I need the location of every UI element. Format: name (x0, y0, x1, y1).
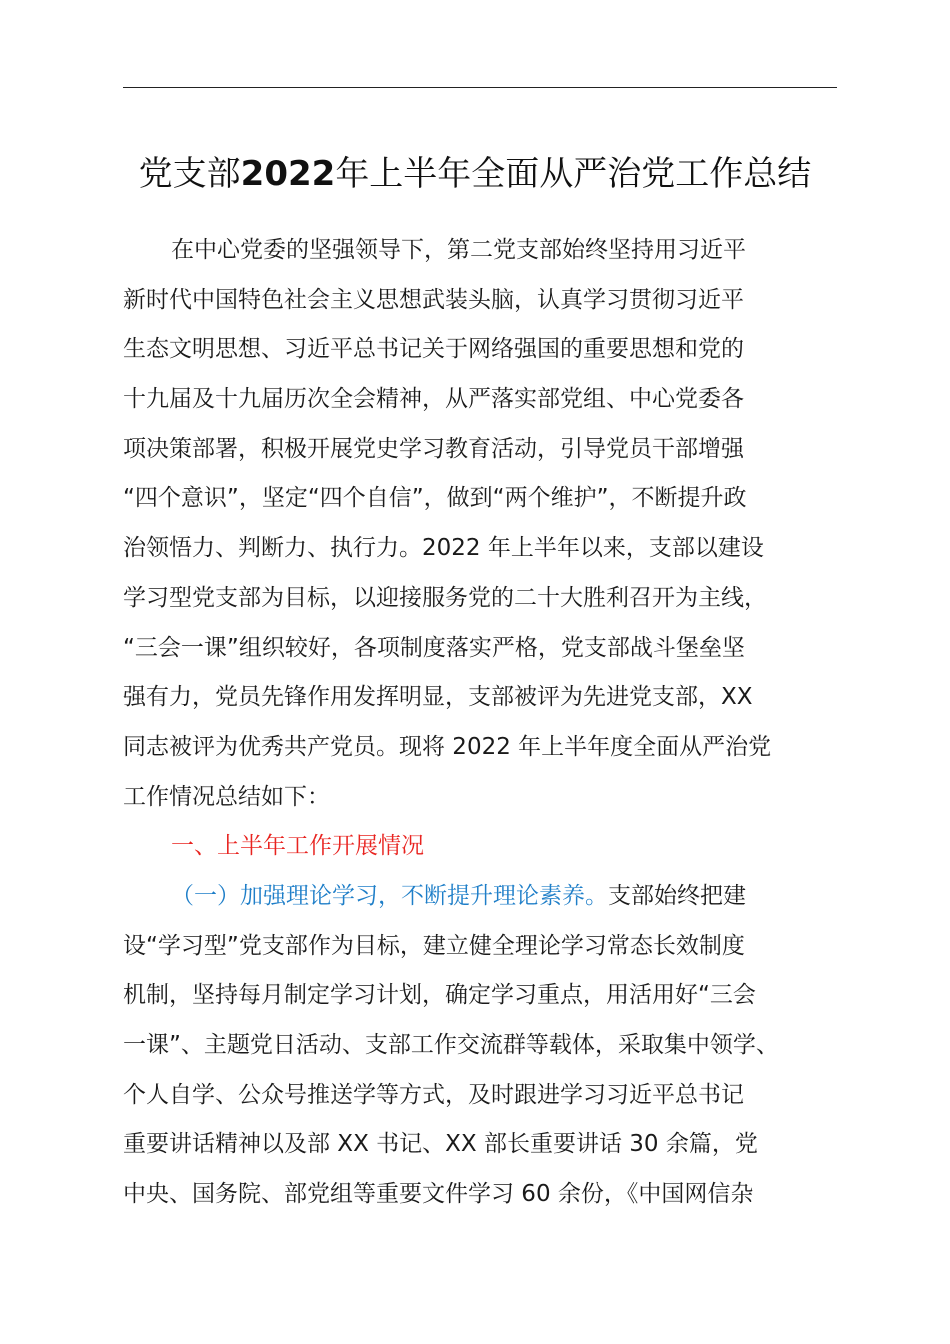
header-rule (123, 87, 837, 88)
title-year: 2022 (240, 154, 336, 194)
subsection-line (123, 872, 845, 922)
body-line: 重要讲话精神以及部 XX 书记、XX 部长重要讲话 30 余篇，党 (123, 1131, 758, 1158)
body-line: 十九届及十九届历次全会精神，从严落实部党组、中心党委各 (123, 386, 744, 413)
body-line: 学习型党支部为目标，以迎接服务党的二十大胜利召开为主线， (123, 584, 767, 611)
body-line: 工作情况总结如下： (123, 783, 330, 810)
body-line: 治领悟力、判断力、执行力。2022 年上半年以来，支部以建设 (123, 535, 764, 562)
body-line: 项决策部署，积极开展党史学习教育活动，引导党员干部增强 (123, 435, 744, 462)
body-line: 中央、国务院、部党组等重要文件学习 60 余份，《中国网信杂 (123, 1181, 754, 1208)
body-line: 设“学习型”党支部作为目标，建立健全理论学习常态长效制度 (123, 932, 745, 959)
body-line: “三会一课”组织较好，各项制度落实严格，党支部战斗堡垒坚 (123, 634, 745, 661)
document-title (0, 150, 950, 198)
body-text: 支部始终把建 (608, 882, 746, 909)
body-line: 强有力，党员先锋作用发挥明显，支部被评为先进党支部，XX (123, 684, 753, 711)
body-line: 在中心党委的坚强领导下，第二党支部始终坚持用习近平 (171, 237, 746, 263)
body-line: 同志被评为优秀共产党员。现将 2022 年上半年度全面从严治党 (123, 733, 772, 760)
body-line: 机制，坚持每月制定学习计划，确定学习重点，用活用好“三会 (123, 982, 756, 1009)
body-line: “四个意识”，坚定“四个自信”，做到“两个维护”，不断提升政 (123, 485, 747, 512)
section-heading: 一、上半年工作开展情况 (171, 833, 424, 860)
title-suffix: 年上半年全面从严治党工作总结 (335, 154, 812, 194)
document-body (123, 226, 845, 1220)
body-line: 个人自学、公众号推送学等方式，及时跟进学习习近平总书记 (123, 1081, 744, 1108)
body-line: 一课”、主题党日活动、支部工作交流群等载体，采取集中领学、 (123, 1032, 779, 1058)
body-line: 新时代中国特色社会主义思想武装头脑，认真学习贯彻习近平 (123, 286, 744, 313)
title-prefix: 党支部 (138, 154, 241, 194)
body-line: 生态文明思想、习近平总书记关于网络强国的重要思想和党的 (123, 336, 744, 363)
subsection-heading: （一）加强理论学习，不断提升理论素养。 (171, 882, 608, 909)
